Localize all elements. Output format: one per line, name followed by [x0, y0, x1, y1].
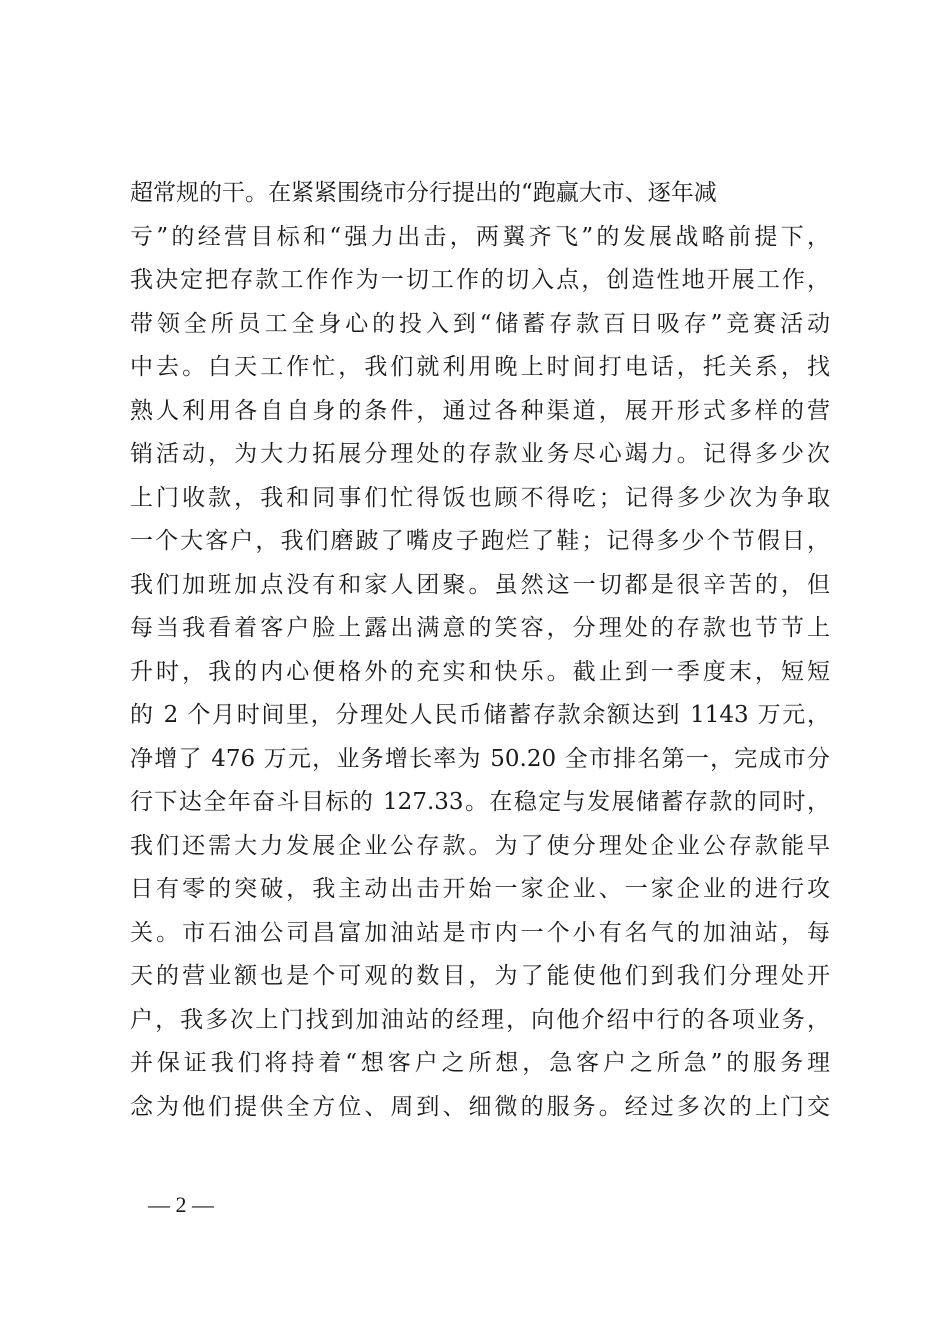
text-line: 我决定把存款工作作为一切工作的切入点，创造性地开展工作， — [130, 267, 830, 293]
text-line: 每当我看着客户脸上露出满意的笑容，分理处的存款也节节上 — [130, 615, 830, 641]
text-line: 上门收款，我和同事们忙得饭也顾不得吃；记得多少次为争取 — [130, 484, 830, 511]
text-line: 超常规的干。在紧紧围绕市分行提出的“跑赢大市、逐年减 — [130, 180, 717, 206]
text-line: 天的营业额也是个可观的数目，为了能使他们到我们分理处开 — [130, 963, 830, 989]
text-line: 念为他们提供全方位、周到、细微的服务。经过多次的上门交 — [130, 1093, 830, 1120]
text-line: 一个大客户，我们磨跛了嘴皮子跑烂了鞋；记得多少个节假日， — [130, 528, 830, 554]
text-line: 净增了 476 万元，业务增长率为 50.20 全市排名第一，完成市分 — [130, 745, 830, 772]
text-line: 关。市石油公司昌富加油站是市内一个小有名气的加油站，每 — [130, 919, 830, 946]
text-line: 升时，我的内心便格外的充实和快乐。截止到一季度末，短短 — [130, 658, 830, 685]
text-line: 行下达全年奋斗目标的 127.33。在稳定与发展储蓄存款的同时， — [130, 789, 830, 815]
text-line: 熟人利用各自自身的条件，通过各种渠道，展开形式多样的营 — [130, 397, 830, 424]
text-line: 的 2 个月时间里，分理处人民币储蓄存款余额达到 1143 万元， — [130, 702, 830, 728]
text-line: 带领全所员工全身心的投入到“储蓄存款百日吸存”竞赛活动 — [130, 310, 830, 337]
text-line: 销活动，为大力拓展分理处的存款业务尽心竭力。记得多少次 — [130, 441, 830, 467]
text-line: 亏”的经营目标和“强力出击，两翼齐飞”的发展战略前提下， — [130, 223, 830, 250]
text-line: 并保证我们将持着“想客户之所想，急客户之所急”的服务理 — [130, 1050, 830, 1076]
text-line: 我们还需大力发展企业公存款。为了使分理处企业公存款能早 — [130, 832, 830, 859]
body-text — [130, 172, 830, 1129]
page-number: — 2 — — [148, 1192, 214, 1217]
text-line: 日有零的突破，我主动出击开始一家企业、一家企业的进行攻 — [130, 876, 830, 902]
text-line: 户，我多次上门找到加油站的经理，向他介绍中行的各项业务， — [130, 1006, 830, 1033]
text-line: 中去。白天工作忙，我们就利用晚上时间打电话，托关系，找 — [130, 354, 830, 380]
text-line: 我们加班加点没有和家人团聚。虽然这一切都是很辛苦的，但 — [130, 571, 830, 598]
